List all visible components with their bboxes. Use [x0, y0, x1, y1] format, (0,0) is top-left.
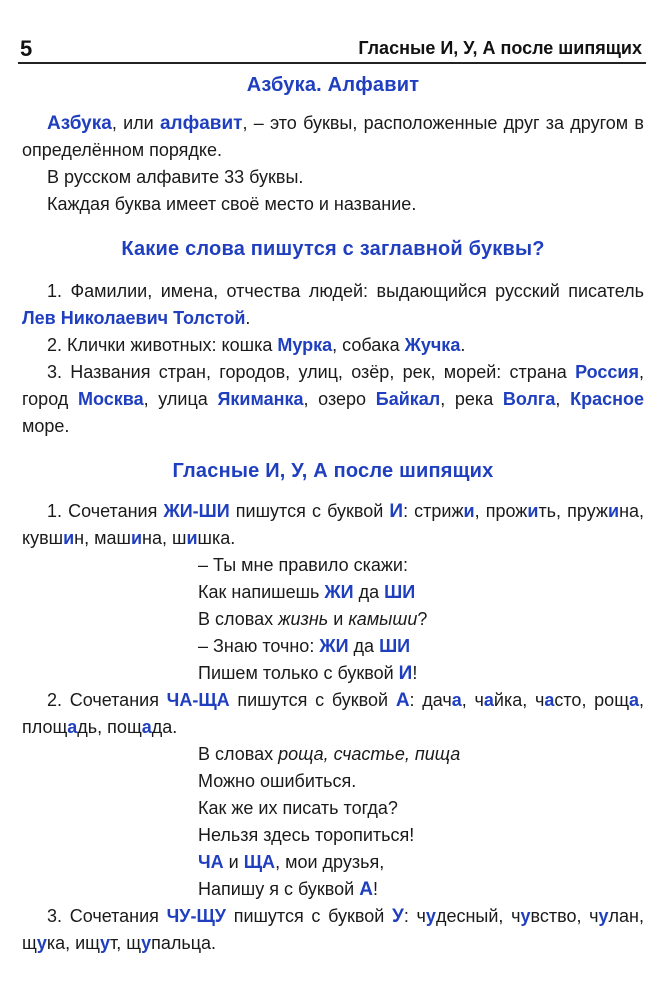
highlight-word: Жучка [404, 335, 461, 355]
highlight-combination: ЧА-ЩА [166, 690, 230, 710]
list-item: 2. Клички животных: кошка Мурка, собака Жучка. [47, 335, 466, 355]
section-title-alphabet: Азбука. Алфавит [246, 74, 420, 96]
highlight-word: Якиманка [217, 389, 304, 409]
page-content [22, 70, 644, 957]
poem-line: Напишу я с буквой А! [198, 879, 378, 900]
term-alfavit: алфавит [159, 113, 243, 134]
highlight-word: Мурка [277, 335, 333, 355]
section-title-vowels: Гласные И, У, А после шипящих [172, 460, 494, 482]
highlight-letter: У [392, 906, 404, 927]
poem-line: В словах жизнь и камыши? [198, 609, 428, 629]
rule-cha-shcha: 2. Сочетания ЧА-ЩА пишутся с буквой А: дача, чайка, часто, роща, площадь, пощада. [22, 690, 645, 737]
page-header [18, 30, 646, 64]
highlight-word: Волга [502, 389, 556, 409]
highlight-letter: А [395, 690, 410, 711]
section-vowels [22, 498, 644, 957]
section-alphabet [22, 110, 644, 218]
section-capitals [22, 278, 644, 440]
poem-line: Можно ошибиться. [198, 771, 357, 791]
poem-line: ЧА и ЩА, мои друзья, [198, 852, 385, 872]
highlight-word: Красное [570, 389, 644, 409]
running-title: Гласные И, У, А после шипящих [358, 38, 642, 58]
highlight-letter: И [389, 501, 404, 522]
poem-cha-shcha [198, 741, 644, 903]
paragraph: Каждая буква имеет своё место и название. [47, 194, 417, 214]
poem-line: – Знаю точно: ЖИ да ШИ [198, 636, 411, 656]
section-title-capitals: Какие слова пишутся с заглавной буквы? [121, 238, 545, 260]
poem-line: – Ты мне правило скажи: [198, 555, 408, 575]
rule-chu-shchu: 3. Сочетания ЧУ-ЩУ пишутся с буквой У: чудесный, чувство, чулан, щука, ищут, щупальца. [22, 906, 645, 953]
poem-line: Пишем только с буквой И! [198, 663, 418, 684]
poem-zhi-shi [198, 552, 644, 687]
poem-line: Как же их писать тогда? [198, 798, 398, 818]
list-item: 3. Названия стран, городов, улиц, озёр, рек, морей: страна Россия, город Москва, улица Якиманка, озеро Байкал, река Волга, Красное море. [22, 362, 644, 436]
rule-zhi-shi: 1. Сочетания ЖИ-ШИ пишутся с буквой И: стрижи, прожить, пружина, кувшин, машина, шишка. [22, 501, 645, 548]
list-item: 1. Фамилии, имена, отчества людей: выдающийся русский писатель Лев Николаевич Толстой. [22, 281, 644, 328]
term-azbuka: Азбука [47, 113, 112, 134]
highlight-combination: ЖИ-ШИ [163, 501, 230, 521]
highlight-word: Лев Николаевич Толстой [22, 308, 246, 328]
page-number: 5 [20, 36, 33, 61]
highlight-word: Байкал [375, 389, 441, 409]
highlight-combination: ЧУ-ЩУ [166, 906, 226, 926]
paragraph: В русском алфавите 33 буквы. [47, 167, 304, 187]
paragraph: Азбука, или алфавит, – это буквы, расположенные друг за другом в определённом порядке. [22, 113, 644, 160]
poem-line: Нельзя здесь торопиться! [198, 825, 415, 845]
highlight-word: Россия [575, 362, 639, 382]
poem-line: В словах роща, счастье, пища [198, 744, 461, 764]
highlight-word: Москва [78, 389, 144, 409]
poem-line: Как напишешь ЖИ да ШИ [198, 582, 416, 602]
